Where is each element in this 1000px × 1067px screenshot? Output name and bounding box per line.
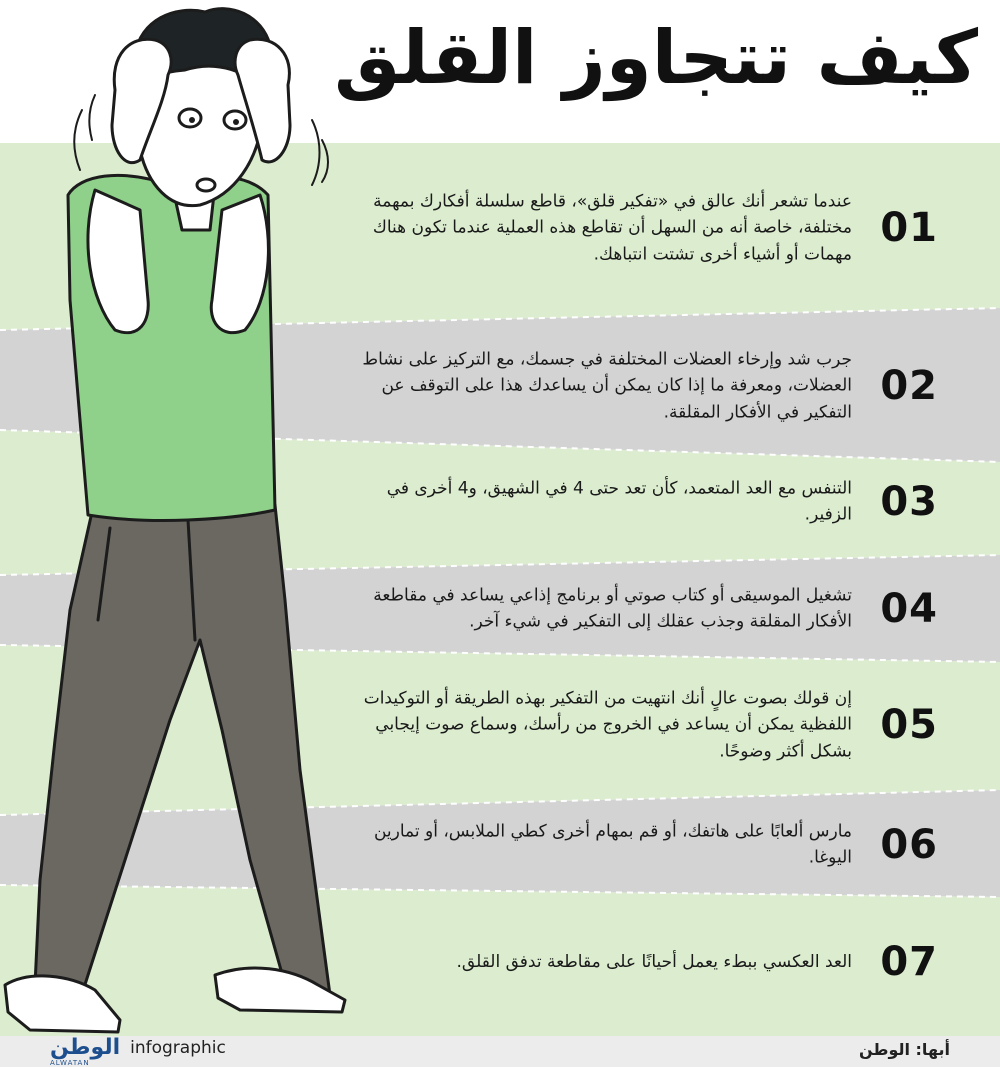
tip-text: العد العكسي ببطء يعمل أحيانًا على مقاطعة تدفق القلق. [456,951,852,972]
tip-item-6 [340,805,980,885]
page-title: كيف تتجاوز القلق [334,15,978,101]
footer-credit: أبها: الوطن [858,1040,950,1059]
tip-text: التنفس مع العد المتعمد، كأن تعد حتى 4 في الشهيق، و4 أخرى في الزفير. [386,478,852,525]
tip-text: تشغيل الموسيقى أو كتاب صوتي أو برنامج إذاعي يساعد في مقاطعة الأفكار المقلقة وجذب عقلك إلى التفكير في شيء آخر. [373,585,852,632]
tip-item-5 [340,685,980,765]
logo-text: الوطن [50,1035,121,1060]
footer-branding [50,1035,226,1067]
infographic-label: infographic [130,1037,226,1058]
tip-number: 01 [880,205,938,251]
tip-text: جرب شد وإرخاء العضلات المختلفة في جسمك، مع التركيز على نشاط العضلات، ومعرفة ما إذا كان يمكن أن يساعدك هذا على التوقف عن التفكير في الأفكار المقلقة. [362,349,852,423]
tip-number: 07 [880,939,938,985]
tip-number: 06 [880,822,938,868]
tip-text: مارس ألعابًا على هاتفك، أو قم بمهام أخرى كطي الملابس، أو تمارين اليوغا. [373,821,852,868]
tip-item-7 [340,922,980,1002]
logo-subtext: ALWATAN [50,1059,90,1067]
tip-item-4 [340,569,980,649]
tip-text: عندما تشعر أنك عالق في «تفكير قلق»، قاطع سلسلة أفكارك بمهمة مختلفة، خاصة أنه من السهل أن تقاطع هذه العملية عندما تكون هناك مهمات أو أشياء أخرى تشتت انتباهك. [372,191,852,265]
tip-number: 04 [880,586,938,632]
newspaper-logo [50,1035,121,1067]
tip-number: 05 [880,702,938,748]
tip-item-3 [340,462,980,542]
tip-number: 03 [880,479,938,525]
tip-text: إن قولك بصوت عالٍ أنك انتهيت من التفكير بهذه الطريقة أو التوكيدات اللفظية يمكن أن يساعد في الخروج من رأسك، وسماع صوت إيجابي بشكل أكثر وضوحًا. [363,688,852,762]
tip-item-1 [340,188,980,268]
tip-item-2 [340,346,980,426]
tip-number: 02 [880,363,938,409]
